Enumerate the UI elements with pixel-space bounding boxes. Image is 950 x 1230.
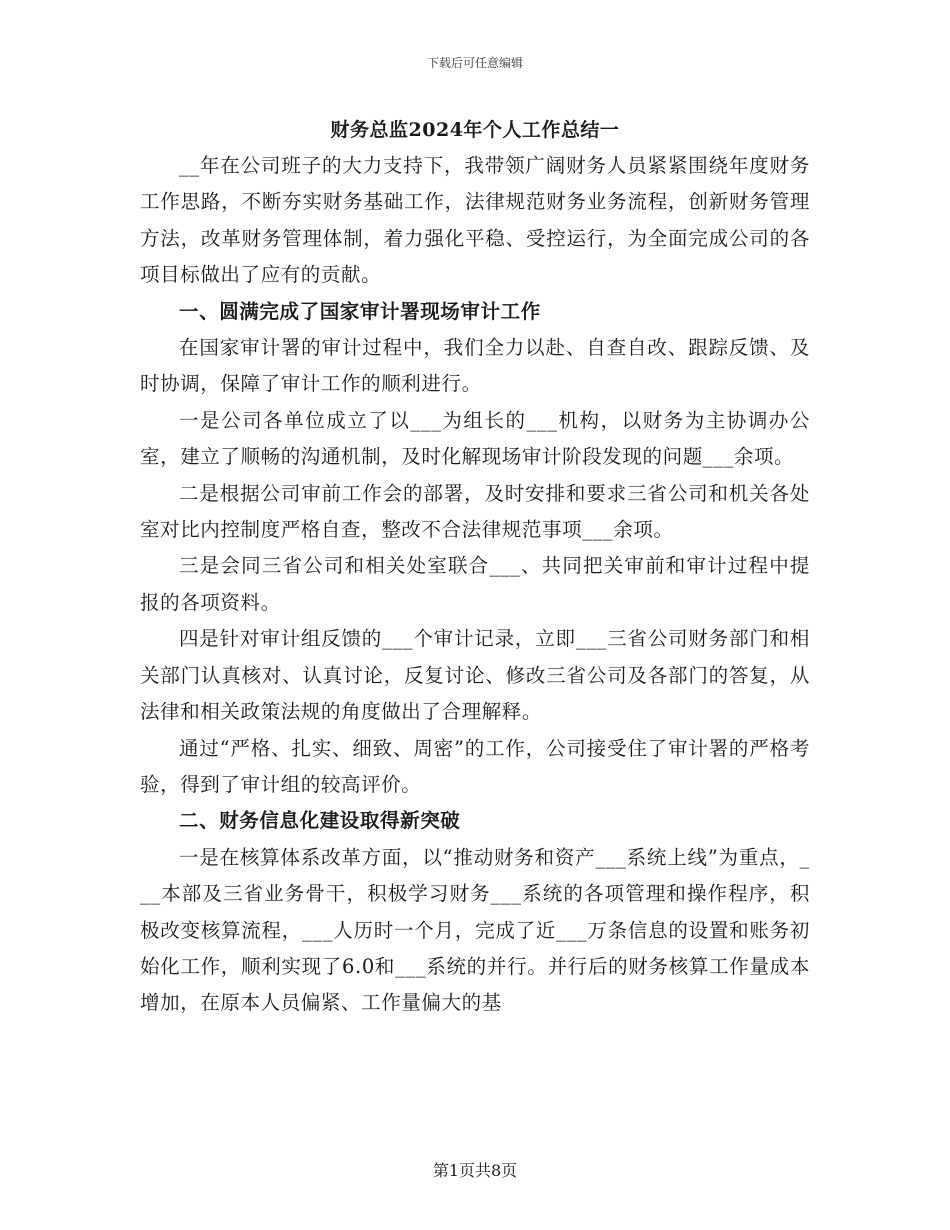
body-paragraph: 三是会同三省公司和相关处室联合___、共同把关审前和审计过程中提报的各项资料。 bbox=[140, 554, 810, 614]
body-paragraph: 一是公司各单位成立了以___为组长的___机构，以财务为主协调办公室，建立了顺畅的沟通机制，及时化解现场审计阶段发现的问题___余项。 bbox=[140, 408, 810, 469]
document-title: 财务总监2024年个人工作总结一 bbox=[330, 119, 620, 141]
body-paragraph: 四是针对审计组反馈的___个审计记录，立即___三省公司财务部门和相关部门认真核对、认真讨论，反复讨论、修改三省公司及各部门的答复，从法律和相关政策法规的角度做出了合理解释。 bbox=[140, 627, 810, 724]
header-note: 下载后可任意编辑 bbox=[426, 56, 523, 70]
document-body bbox=[140, 112, 810, 1022]
page-footer: 第1页共8页 bbox=[432, 1161, 518, 1180]
body-paragraph: 一是在核算体系改革方面，以“推动财务和资产___系统上线”为重点，___本部及三省业务骨干，积极学习财务___系统的各项管理和操作程序，积极改变核算流程，___人历时一个月，完成了近___万条信息的设置和账务初始化工作，顺利实现了6.0和___系统的并行。并行后的财务核算工作量成本增加，在原本人员偏紧、工作量偏大的基 bbox=[140, 845, 810, 1015]
body-paragraph: 二是根据公司审前工作会的部署，及时安排和要求三省公司和机关各处室对比内控制度严格自查，整改不合法律规范事项___余项。 bbox=[140, 481, 810, 542]
paragraph-list bbox=[140, 148, 810, 1022]
section-heading: 二、财务信息化建设取得新突破 bbox=[179, 809, 461, 833]
body-paragraph: 通过“严格、扎实、细致、周密”的工作，公司接受住了审计署的严格考验，得到了审计组的较高评价。 bbox=[140, 736, 810, 796]
body-paragraph: __年在公司班子的大力支持下，我带领广阔财务人员紧紧围绕年度财务工作思路，不断夯实财务基础工作，法律规范财务业务流程，创新财务管理方法，改革财务管理体制，着力强化平稳、受控运行，为全面完成公司的各项目标做出了应有的贡献。 bbox=[140, 154, 810, 287]
body-paragraph: 在国家审计署的审计过程中，我们全力以赴、自查自改、跟踪反馈、及时协调，保障了审计工作的顺利进行。 bbox=[140, 336, 810, 396]
section-heading: 一、圆满完成了国家审计署现场审计工作 bbox=[179, 299, 541, 323]
